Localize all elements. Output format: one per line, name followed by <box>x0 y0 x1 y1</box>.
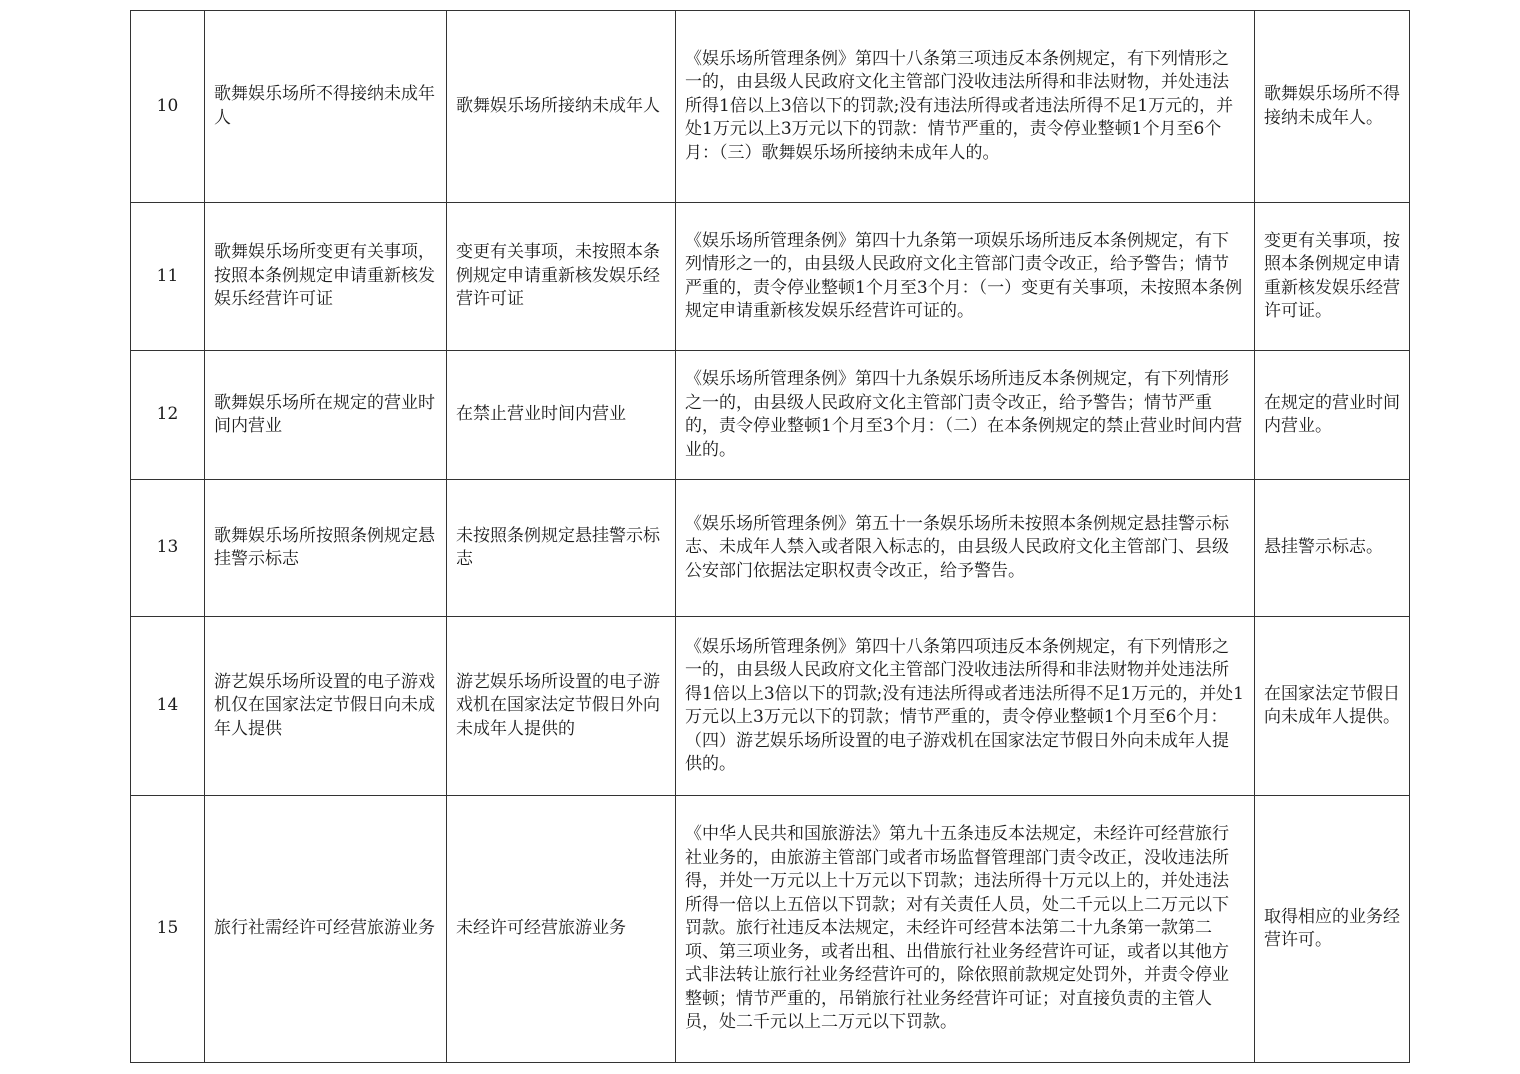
violation-cell: 歌舞娱乐场所接纳未成年人 <box>447 11 676 203</box>
requirement-cell: 在规定的营业时间内营业。 <box>1255 351 1410 480</box>
row-number: 14 <box>131 617 205 796</box>
row-number: 10 <box>131 11 205 203</box>
table-row <box>131 617 1410 796</box>
legal-basis-cell: 《中华人民共和国旅游法》第九十五条违反本法规定，未经许可经营旅行社业务的，由旅游主管部门或者市场监督管理部门责令改正，没收违法所得，并处一万元以上十万元以下罚款；违法所得十万元以上的，并处违法所得一倍以上五倍以下罚款；对有关责任人员，处二千元以上二万元以下罚款。旅行社违反本法规定，未经许可经营本法第二十九条第一款第二项、第三项业务，或者出租、出借旅行社业务经营许可证，或者以其他方式非法转让旅行社业务经营许可的，除依照前款规定处罚外，并责令停业整顿；情节严重的，吊销旅行社业务经营许可证；对直接负责的主管人员，处二千元以上二万元以下罚款。 <box>676 796 1255 1063</box>
requirement-cell: 悬挂警示标志。 <box>1255 480 1410 617</box>
requirement-cell: 取得相应的业务经营许可。 <box>1255 796 1410 1063</box>
violation-cell: 变更有关事项，未按照本条例规定申请重新核发娱乐经营许可证 <box>447 203 676 351</box>
violation-cell: 未经许可经营旅游业务 <box>447 796 676 1063</box>
table-row <box>131 203 1410 351</box>
requirement-cell: 歌舞娱乐场所不得接纳未成年人。 <box>1255 11 1410 203</box>
violation-cell: 在禁止营业时间内营业 <box>447 351 676 480</box>
row-number: 13 <box>131 480 205 617</box>
row-number: 11 <box>131 203 205 351</box>
legal-basis-cell: 《娱乐场所管理条例》第四十八条第三项违反本条例规定，有下列情形之一的，由县级人民政府文化主管部门没收违法所得和非法财物，并处违法所得1倍以上3倍以下的罚款;没有违法所得或者违法所得不足1万元的，并处1万元以上3万元以下的罚款：情节严重的，责令停业整顿1个月至6个月：（三）歌舞娱乐场所接纳未成年人的。 <box>676 11 1255 203</box>
item-cell: 歌舞娱乐场所变更有关事项，按照本条例规定申请重新核发娱乐经营许可证 <box>205 203 447 351</box>
item-cell: 歌舞娱乐场所不得接纳未成年人 <box>205 11 447 203</box>
requirement-cell: 变更有关事项，按照本条例规定申请重新核发娱乐经营许可证。 <box>1255 203 1410 351</box>
table-row <box>131 11 1410 203</box>
item-cell: 歌舞娱乐场所在规定的营业时间内营业 <box>205 351 447 480</box>
requirement-cell: 在国家法定节假日向未成年人提供。 <box>1255 617 1410 796</box>
legal-basis-cell: 《娱乐场所管理条例》第五十一条娱乐场所未按照本条例规定悬挂警示标志、未成年人禁入或者限入标志的，由县级人民政府文化主管部门、县级公安部门依据法定职权责令改正，给予警告。 <box>676 480 1255 617</box>
table-row <box>131 796 1410 1063</box>
item-cell: 游艺娱乐场所设置的电子游戏机仅在国家法定节假日向未成年人提供 <box>205 617 447 796</box>
regulation-table <box>130 10 1410 1063</box>
table-row <box>131 480 1410 617</box>
violation-cell: 未按照条例规定悬挂警示标志 <box>447 480 676 617</box>
table-row <box>131 351 1410 480</box>
row-number: 12 <box>131 351 205 480</box>
item-cell: 旅行社需经许可经营旅游业务 <box>205 796 447 1063</box>
row-number: 15 <box>131 796 205 1063</box>
legal-basis-cell: 《娱乐场所管理条例》第四十九条第一项娱乐场所违反本条例规定，有下列情形之一的，由县级人民政府文化主管部门责令改正，给予警告；情节严重的，责令停业整顿1个月至3个月：（一）变更有关事项，未按照本条例规定申请重新核发娱乐经营许可证的。 <box>676 203 1255 351</box>
item-cell: 歌舞娱乐场所按照条例规定悬挂警示标志 <box>205 480 447 617</box>
violation-cell: 游艺娱乐场所设置的电子游戏机在国家法定节假日外向未成年人提供的 <box>447 617 676 796</box>
legal-basis-cell: 《娱乐场所管理条例》第四十九条娱乐场所违反本条例规定，有下列情形之一的，由县级人民政府文化主管部门责令改正，给予警告；情节严重的，责令停业整顿1个月至3个月：（二）在本条例规定的禁止营业时间内营业的。 <box>676 351 1255 480</box>
legal-basis-cell: 《娱乐场所管理条例》第四十八条第四项违反本条例规定，有下列情形之一的，由县级人民政府文化主管部门没收违法所得和非法财物并处违法所得1倍以上3倍以下的罚款;没有违法所得或者违法所得不足1万元的，并处1万元以上3万元以下的罚款；情节严重的，责令停业整顿1个月至6个月：（四）游艺娱乐场所设置的电子游戏机在国家法定节假日外向未成年人提供的。 <box>676 617 1255 796</box>
